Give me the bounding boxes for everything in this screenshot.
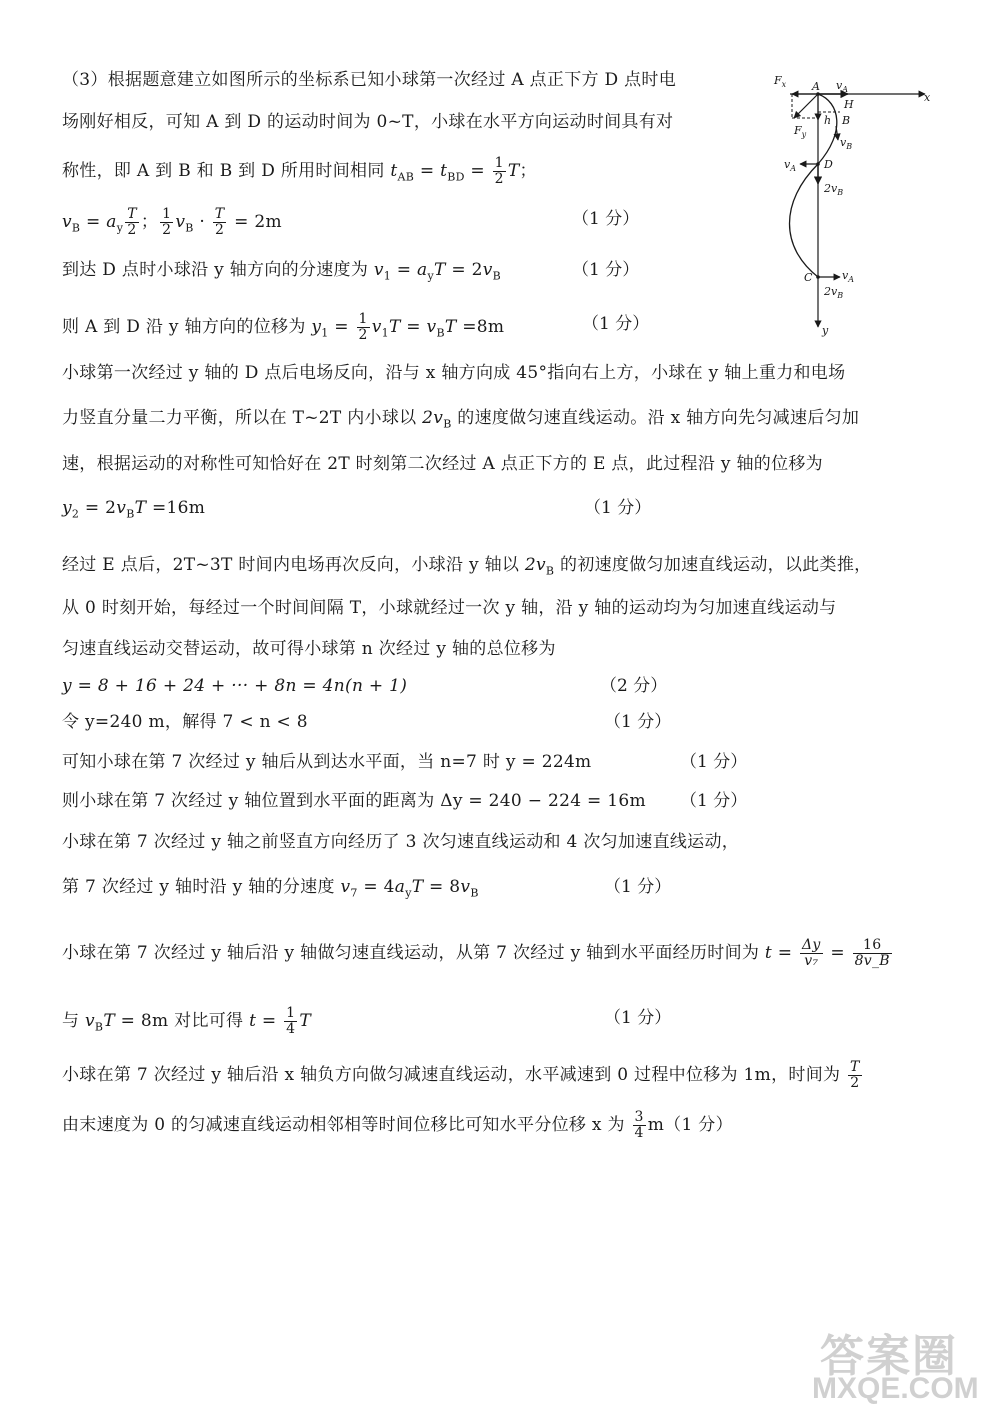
score-1: （1 分）: [572, 209, 640, 229]
fraction: $\frac{T}{2}$: [850, 1059, 860, 1091]
label-b: B: [842, 114, 851, 127]
score-8: （1 分）: [680, 791, 748, 811]
text-line-19: 第 7 次经过 y 轴时沿 y 轴的分速度 $v_7 = 4a_yT = 8v_B$: [62, 877, 479, 900]
point-c: [816, 275, 820, 279]
fraction: $\frac{\Delta y}{\text{v₇}}$: [801, 937, 821, 969]
point-d: [816, 162, 820, 166]
score-10: （1 分）: [604, 1008, 672, 1028]
text-line-1: （3）根据题意建立如图所示的坐标系已知小球第一次经过 A 点正下方 D 点时电: [62, 70, 677, 90]
watermark-site: MXQE.COM: [812, 1372, 979, 1405]
text-line-8: 力竖直分量二力平衡，所以在 T~2T 内小球以 $2v_B$ 的速度做匀速直线运动。沿 x 轴方向先匀减速后匀加: [62, 408, 860, 431]
text-line-9: 速，根据运动的对称性可知恰好在 2T 时刻第二次经过 A 点正下方的 E 点，此过程沿 y 轴的位移为: [62, 454, 823, 474]
label-d: D: [824, 158, 833, 171]
text-line-15: 令 y=240 m，解得 7 < n < 8: [62, 712, 308, 732]
text-line-12: 从 0 时刻开始，每经过一个时间间隔 T，小球就经过一次 y 轴，沿 y 轴的运动均为匀加速直线运动与: [62, 598, 837, 618]
fraction: $\frac{1}{4}$: [286, 1005, 296, 1037]
label-2vb: $2v_B$: [824, 182, 844, 197]
fraction: $\frac{3}{4}$: [634, 1109, 644, 1141]
fraction: $\frac{T}{2}$: [214, 206, 225, 238]
equation-line-4: $v_B = a_y$ $\frac{T}{2}$ ； $\frac{1}{2}$ $v_B$ · $\frac{T}{2}$ = 2m: [62, 206, 282, 238]
label-vb: $v_B$: [840, 136, 853, 151]
text-line-7: 小球第一次经过 y 轴的 D 点后电场反向，沿与 x 轴方向成 45°指向右上方，小球在 y 轴上重力和电场: [62, 363, 846, 383]
text-line-11: 经过 E 点后，2T~3T 时间内电场再次反向，小球沿 y 轴以 $2v_B$ 的初速度做匀加速直线运动，以此类推，: [62, 555, 872, 578]
text-line-21: 与 $v_BT = 8m$ 对比可得 t = $\frac{1}{4}$ T: [62, 1005, 312, 1037]
text-line-22: 小球在第 7 次经过 y 轴后沿 x 轴负方向做匀减速直线运动，水平减速到 0 过程中位移为 1m，时间为 $\frac{T}{2}$: [62, 1059, 860, 1091]
equation-line-14: y = 8 + 16 + 24 + ··· + 8n = 4n(n + 1): [62, 676, 408, 696]
score-6: （1 分）: [604, 712, 672, 732]
label-c: C: [804, 271, 813, 284]
text-line-16: 可知小球在第 7 次经过 y 轴后从到达水平面，当 n=7 时 y = 224m: [62, 752, 592, 772]
trajectory-d-to-c: [790, 164, 819, 277]
text-line-20: 小球在第 7 次经过 y 轴后沿 y 轴做匀速直线运动，从第 7 次经过 y 轴到水平面经历时间为 t = $\frac{\Delta y}{\text{v₇}}$ = $\frac{16}{8v\_B}$: [62, 937, 890, 969]
label-2vb-lower: $2v_B$: [824, 285, 844, 300]
score-3: （1 分）: [582, 314, 650, 334]
text-line-2: 场刚好相反，可知 A 到 D 的运动时间为 0~T，小球在水平方向运动时间具有对: [62, 112, 674, 132]
fraction: $\frac{1}{2}$: [162, 206, 172, 238]
force-resultant-arrow: [794, 94, 818, 118]
text-line-6: 则 A 到 D 沿 y 轴方向的位移为 $y_1$ = $\frac{1}{2}$ $v_1T = v_BT =8m$: [62, 311, 505, 343]
label-va-right: $v_A$: [842, 269, 854, 284]
score-2: （1 分）: [572, 260, 640, 280]
fraction: $\frac{T}{2}$: [127, 206, 137, 238]
text-line-18: 小球在第 7 次经过 y 轴之前竖直方向经历了 3 次匀速直线运动和 4 次匀加速直线运动，: [62, 832, 740, 852]
label-y-axis: y: [822, 324, 829, 337]
label-va-top: $v_A$: [836, 79, 848, 94]
fraction: $\frac{16}{8v\_B}$: [854, 937, 890, 969]
score-5: （2 分）: [600, 676, 668, 696]
label-va-left: $v_A$: [784, 158, 796, 173]
trajectory-a-to-d: [818, 94, 837, 164]
score-9: （1 分）: [604, 877, 672, 897]
score-4: （1 分）: [584, 498, 652, 518]
equation-line-10: $y_2 = 2v_BT =16m$: [62, 498, 206, 521]
score-7: （1 分）: [680, 752, 748, 772]
text-line-23: 由末速度为 0 的匀减速直线运动相邻相等时间位移比可知水平分位移 x 为 $\frac{3}{4}$ m（1 分）: [62, 1109, 733, 1141]
label-h-upper: H: [844, 98, 854, 111]
fraction: $\frac{1}{2}$: [358, 311, 368, 343]
text-line-13: 匀速直线运动交替运动，故可得小球第 n 次经过 y 轴的总位移为: [62, 639, 556, 659]
label-x-axis: x: [924, 91, 931, 104]
watermark-logo: 答案圈: [820, 1331, 958, 1382]
text-line-17: 则小球在第 7 次经过 y 轴位置到水平面的距离为 Δy = 240 − 224 = 16m: [62, 791, 646, 811]
text-line-3: 称性，即 A 到 B 和 B 到 D 所用时间相同 $t_{AB} = t_{BD}$ = $\frac{1}{2}$ T；: [62, 155, 537, 187]
label-fy: $F_y$: [794, 124, 807, 139]
text-line-5: 到达 D 点时小球沿 y 轴方向的分速度为 $v_1 = a_yT = 2v_B$: [62, 260, 501, 283]
label-h-lower: h: [824, 114, 832, 127]
motion-diagram: [770, 72, 935, 337]
label-a: A: [812, 80, 820, 93]
fraction: $\frac{1}{2}$: [494, 155, 504, 187]
label-fx: $F_x$: [774, 74, 787, 89]
